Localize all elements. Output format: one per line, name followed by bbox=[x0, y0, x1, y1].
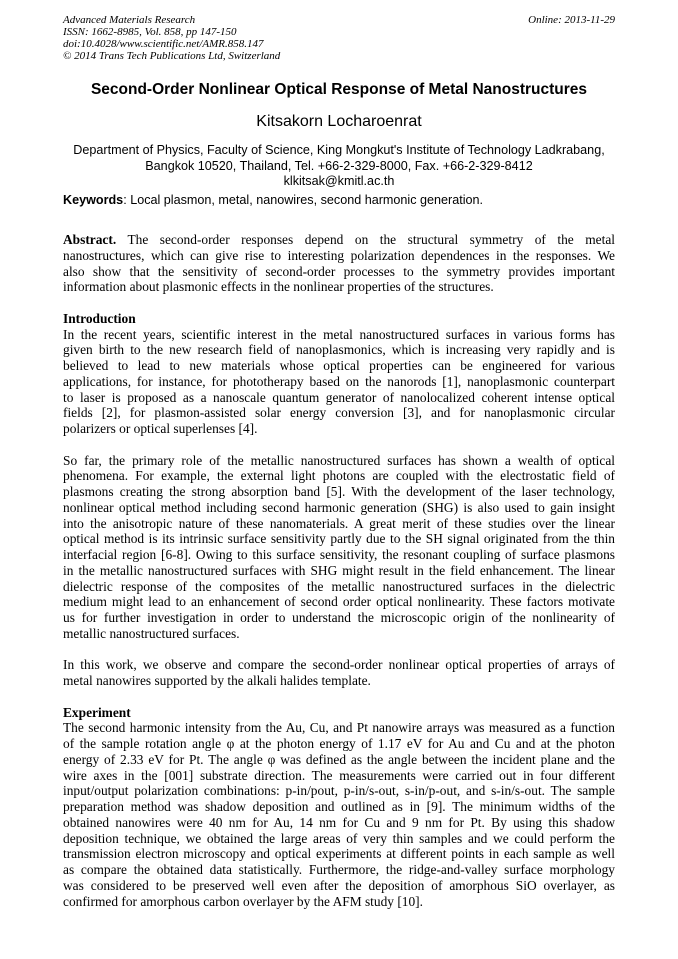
abstract-line: information about plasmonic effects in the nonlinear properties of the structures. bbox=[63, 279, 494, 295]
text-line: preparation method was shadow deposition and outlined as in [9]. The minimum widths of the bbox=[63, 799, 615, 814]
abstract-line: nanostructures, which can give rise to interesting polarization dependences in the responses. We bbox=[63, 247, 615, 263]
text-line: believed to lead to new materials whose optical properties can be engineered for various bbox=[63, 358, 615, 373]
affiliation-line: Bangkok 10520, Thailand, Tel. +66-2-329-8000, Fax. +66-2-329-8412 bbox=[145, 158, 533, 173]
affiliation bbox=[0, 143, 678, 190]
text-line: was considered to be preserved well even after the deposition of amorphous SiO overlayer, as bbox=[63, 877, 615, 893]
paragraph bbox=[63, 720, 615, 909]
text-line: obtained nanowires were 40 nm for Au, 14 nm for Cu and 9 nm for Pt. By using this shadow bbox=[63, 814, 615, 830]
section-heading: Introduction bbox=[63, 310, 136, 326]
keywords-label: Keywords bbox=[63, 193, 124, 207]
text-line: us for further investigation in order to understand the microscopic origin of the nonlinearity of bbox=[63, 610, 615, 625]
text-line: medium might lead to an enhancement of second order optical nonlinearity. These factors motivate bbox=[63, 594, 615, 610]
doi-line: doi:10.4028/www.scientific.net/AMR.858.147 bbox=[63, 38, 264, 50]
text-line: interfacial region [6-8]. Owing to this surface sensitivity, the resonant coupling of surface plasmons bbox=[63, 547, 615, 562]
abstract-line: Abstract. The second-order responses depend on the structural symmetry of the metal bbox=[63, 232, 615, 247]
text-line: The second harmonic intensity from the Au, Cu, and Pt nanowire arrays was measured as a function bbox=[63, 720, 615, 736]
paragraph bbox=[63, 327, 615, 437]
section-heading: Experiment bbox=[63, 704, 131, 720]
text-line: In this work, we observe and compare the second-order nonlinear optical properties of arrays of bbox=[63, 657, 615, 673]
text-line: polarizers or optical superlenses [4]. bbox=[63, 421, 258, 436]
text-line: into the anisotropic nature of these nanomaterials. A great merit of these studies over the linear bbox=[63, 515, 615, 531]
text-line: plasmons creating the strong absorption band [5]. With the development of the laser technology, bbox=[63, 484, 615, 499]
keywords-text: : Local plasmon, metal, nanowires, second harmonic generation. bbox=[123, 193, 484, 207]
text-line: phenomena. For example, the external light photons are coupled with the electrostatic field of bbox=[63, 468, 615, 484]
paragraph bbox=[63, 657, 615, 689]
text-line: optical method is its intrinsic surface sensitivity partly due to the SH signal originated from the thin bbox=[63, 531, 615, 547]
abstract-label: Abstract. bbox=[63, 232, 117, 247]
affiliation-line: Department of Physics, Faculty of Science, King Mongkut's Institute of Technology Ladkrabang, bbox=[73, 143, 605, 157]
online-date: Online: 2013-11-29 bbox=[528, 14, 615, 26]
text-line: transmission electron microscopy and optical experiments at different points in each sample as well bbox=[63, 846, 615, 862]
text-line: confirmed for amorphous carbon overlayer by the AFM study [10]. bbox=[63, 893, 423, 909]
text-line: nonlinear optical method including second harmonic generation (SHG) is also used to gain insight bbox=[63, 499, 615, 515]
text-line: metal nanowires supported by the alkali halides template. bbox=[63, 673, 371, 688]
text-line: In the recent years, scientific interest in the metal nanostructured surfaces in various forms has bbox=[63, 326, 615, 342]
text-line: as compare the obtained data statistically. Furthermore, the ridge-and-valley surface morphology bbox=[63, 862, 615, 877]
text-line: wire axes in the [001] substrate direction. The measurements were carried out in four different bbox=[63, 767, 615, 783]
text-line: deposition technique, we obtained the large areas of very thin samples and we could perform the bbox=[63, 830, 615, 846]
text-line: applications, for instance, for phototherapy based on the nanorods [1], nanoplasmonic counterpart bbox=[63, 373, 615, 389]
text-line: fields [2], for plasmon-assisted solar energy conversion [3], and for nanoplasmonic circular bbox=[63, 405, 615, 421]
text-line: to laser is proposed as a nanoscale quantum generator of nanolocalized coherent intense optical bbox=[63, 389, 615, 405]
abstract-line: also show that the sensitivity of second-order processes to the symmetry provides important bbox=[63, 263, 615, 279]
text-line: of the sample rotation angle φ at the photon energy of 1.17 eV for Au and Cu and at the photon bbox=[63, 736, 615, 751]
text-line: given birth to the new research field of nanoplasmonics, which is increasing very rapidly and is bbox=[63, 342, 615, 358]
paper-title: Second-Order Nonlinear Optical Response of Metal Nanostructures bbox=[90, 81, 588, 98]
copyright-line: © 2014 Trans Tech Publications Ltd, Switzerland bbox=[63, 50, 281, 62]
text-line: input/output polarization combinations: p-in/pout, p-in/s-out, s-in/p-out, and s-in/s-out. The sample bbox=[63, 783, 615, 799]
journal-header bbox=[63, 14, 280, 62]
text-line: dielectric response of the composites of the metallic nanostructured surfaces in the dielectric bbox=[63, 578, 615, 594]
text-line: in the metallic nanostructured surfaces with SHG might result in the field enhancement. The linear bbox=[63, 562, 615, 578]
journal-name: Advanced Materials Research bbox=[63, 14, 196, 26]
abstract bbox=[63, 232, 615, 295]
keywords bbox=[63, 193, 483, 207]
text-line: metallic nanostructured surfaces. bbox=[63, 625, 240, 641]
paragraph bbox=[63, 453, 615, 642]
author-name: Kitsakorn Locharoenrat bbox=[256, 113, 422, 130]
text-line: So far, the primary role of the metallic nanostructured surfaces has shown a wealth of optical bbox=[63, 452, 615, 468]
issn-line: ISSN: 1662-8985, Vol. 858, pp 147-150 bbox=[63, 26, 237, 38]
author-email: klkitsak@kmitl.ac.th bbox=[283, 174, 395, 188]
paper-body bbox=[63, 232, 615, 925]
text-line: energy of 2.33 eV for Pt. The angle φ was defined as the angle between the incident plane and the bbox=[63, 751, 615, 767]
